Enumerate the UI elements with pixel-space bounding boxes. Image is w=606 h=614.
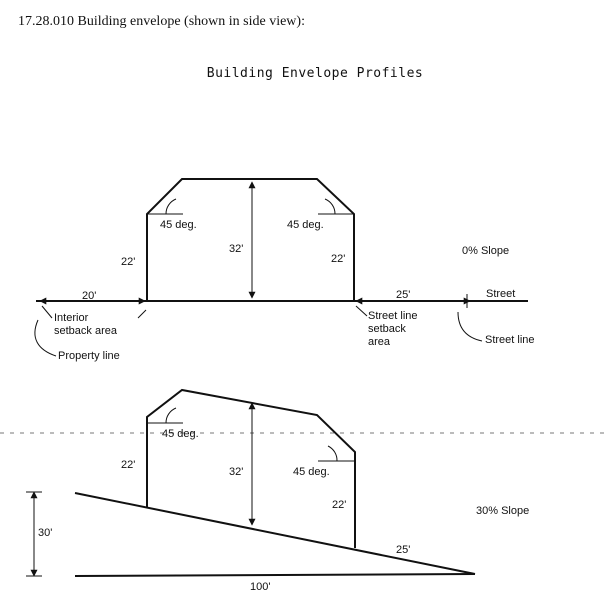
baseline-100ft	[75, 574, 475, 576]
diagram-title: Building Envelope Profiles	[206, 66, 424, 81]
angle-arc-right-sloped	[328, 446, 337, 461]
interior-area-leader	[138, 310, 146, 318]
interior-setback-label-line1: Interior	[54, 312, 89, 324]
street-setback-label-line2: setback	[368, 323, 406, 335]
angle-arc-left-flat	[166, 199, 176, 214]
sloped-ground-line	[75, 493, 475, 574]
wall-height-label-left-sloped: 22'	[121, 459, 136, 471]
street-setback-leader	[356, 306, 367, 316]
sloped-profile	[26, 390, 529, 593]
total-height-label-sloped: 32'	[229, 466, 244, 478]
street-setback-label-line3: area	[368, 336, 391, 348]
street-line-label: Street line	[485, 334, 535, 346]
interior-leader	[42, 306, 52, 318]
street-label: Street	[486, 288, 516, 300]
wall-height-label-right-sloped: 22'	[332, 499, 347, 511]
street-setback-label-line1: Street line	[368, 310, 418, 322]
angle-label-right-sloped: 45 deg.	[293, 466, 330, 478]
street-setback-value-flat: 25'	[396, 289, 411, 301]
property-line-leader	[35, 320, 56, 356]
angle-arc-left-sloped	[166, 408, 176, 423]
interior-setback-value: 20'	[82, 290, 97, 302]
angle-label-left-flat: 45 deg.	[160, 219, 197, 231]
envelope-outline-flat	[147, 179, 354, 301]
wall-height-label-right-flat: 22'	[331, 253, 346, 265]
slope-label-flat: 0% Slope	[462, 245, 510, 257]
run-label: 100'	[250, 581, 271, 593]
rise-label: 30'	[38, 527, 53, 539]
street-setback-value-sloped: 25'	[396, 544, 411, 556]
angle-arc-right-flat	[325, 199, 335, 214]
flat-profile	[35, 179, 535, 362]
slope-label-sloped: 30% Slope	[476, 505, 530, 517]
street-line-leader	[458, 312, 482, 341]
angle-label-right-flat: 45 deg.	[287, 219, 324, 231]
total-height-label-flat: 32'	[229, 243, 244, 255]
angle-label-left-sloped: 45 deg.	[162, 428, 199, 440]
section-heading: 17.28.010 Building envelope (shown in side view):	[18, 14, 305, 29]
property-line-label: Property line	[58, 350, 120, 362]
interior-setback-label-line2: setback area	[54, 325, 117, 337]
wall-height-label-left-flat: 22'	[121, 256, 136, 268]
